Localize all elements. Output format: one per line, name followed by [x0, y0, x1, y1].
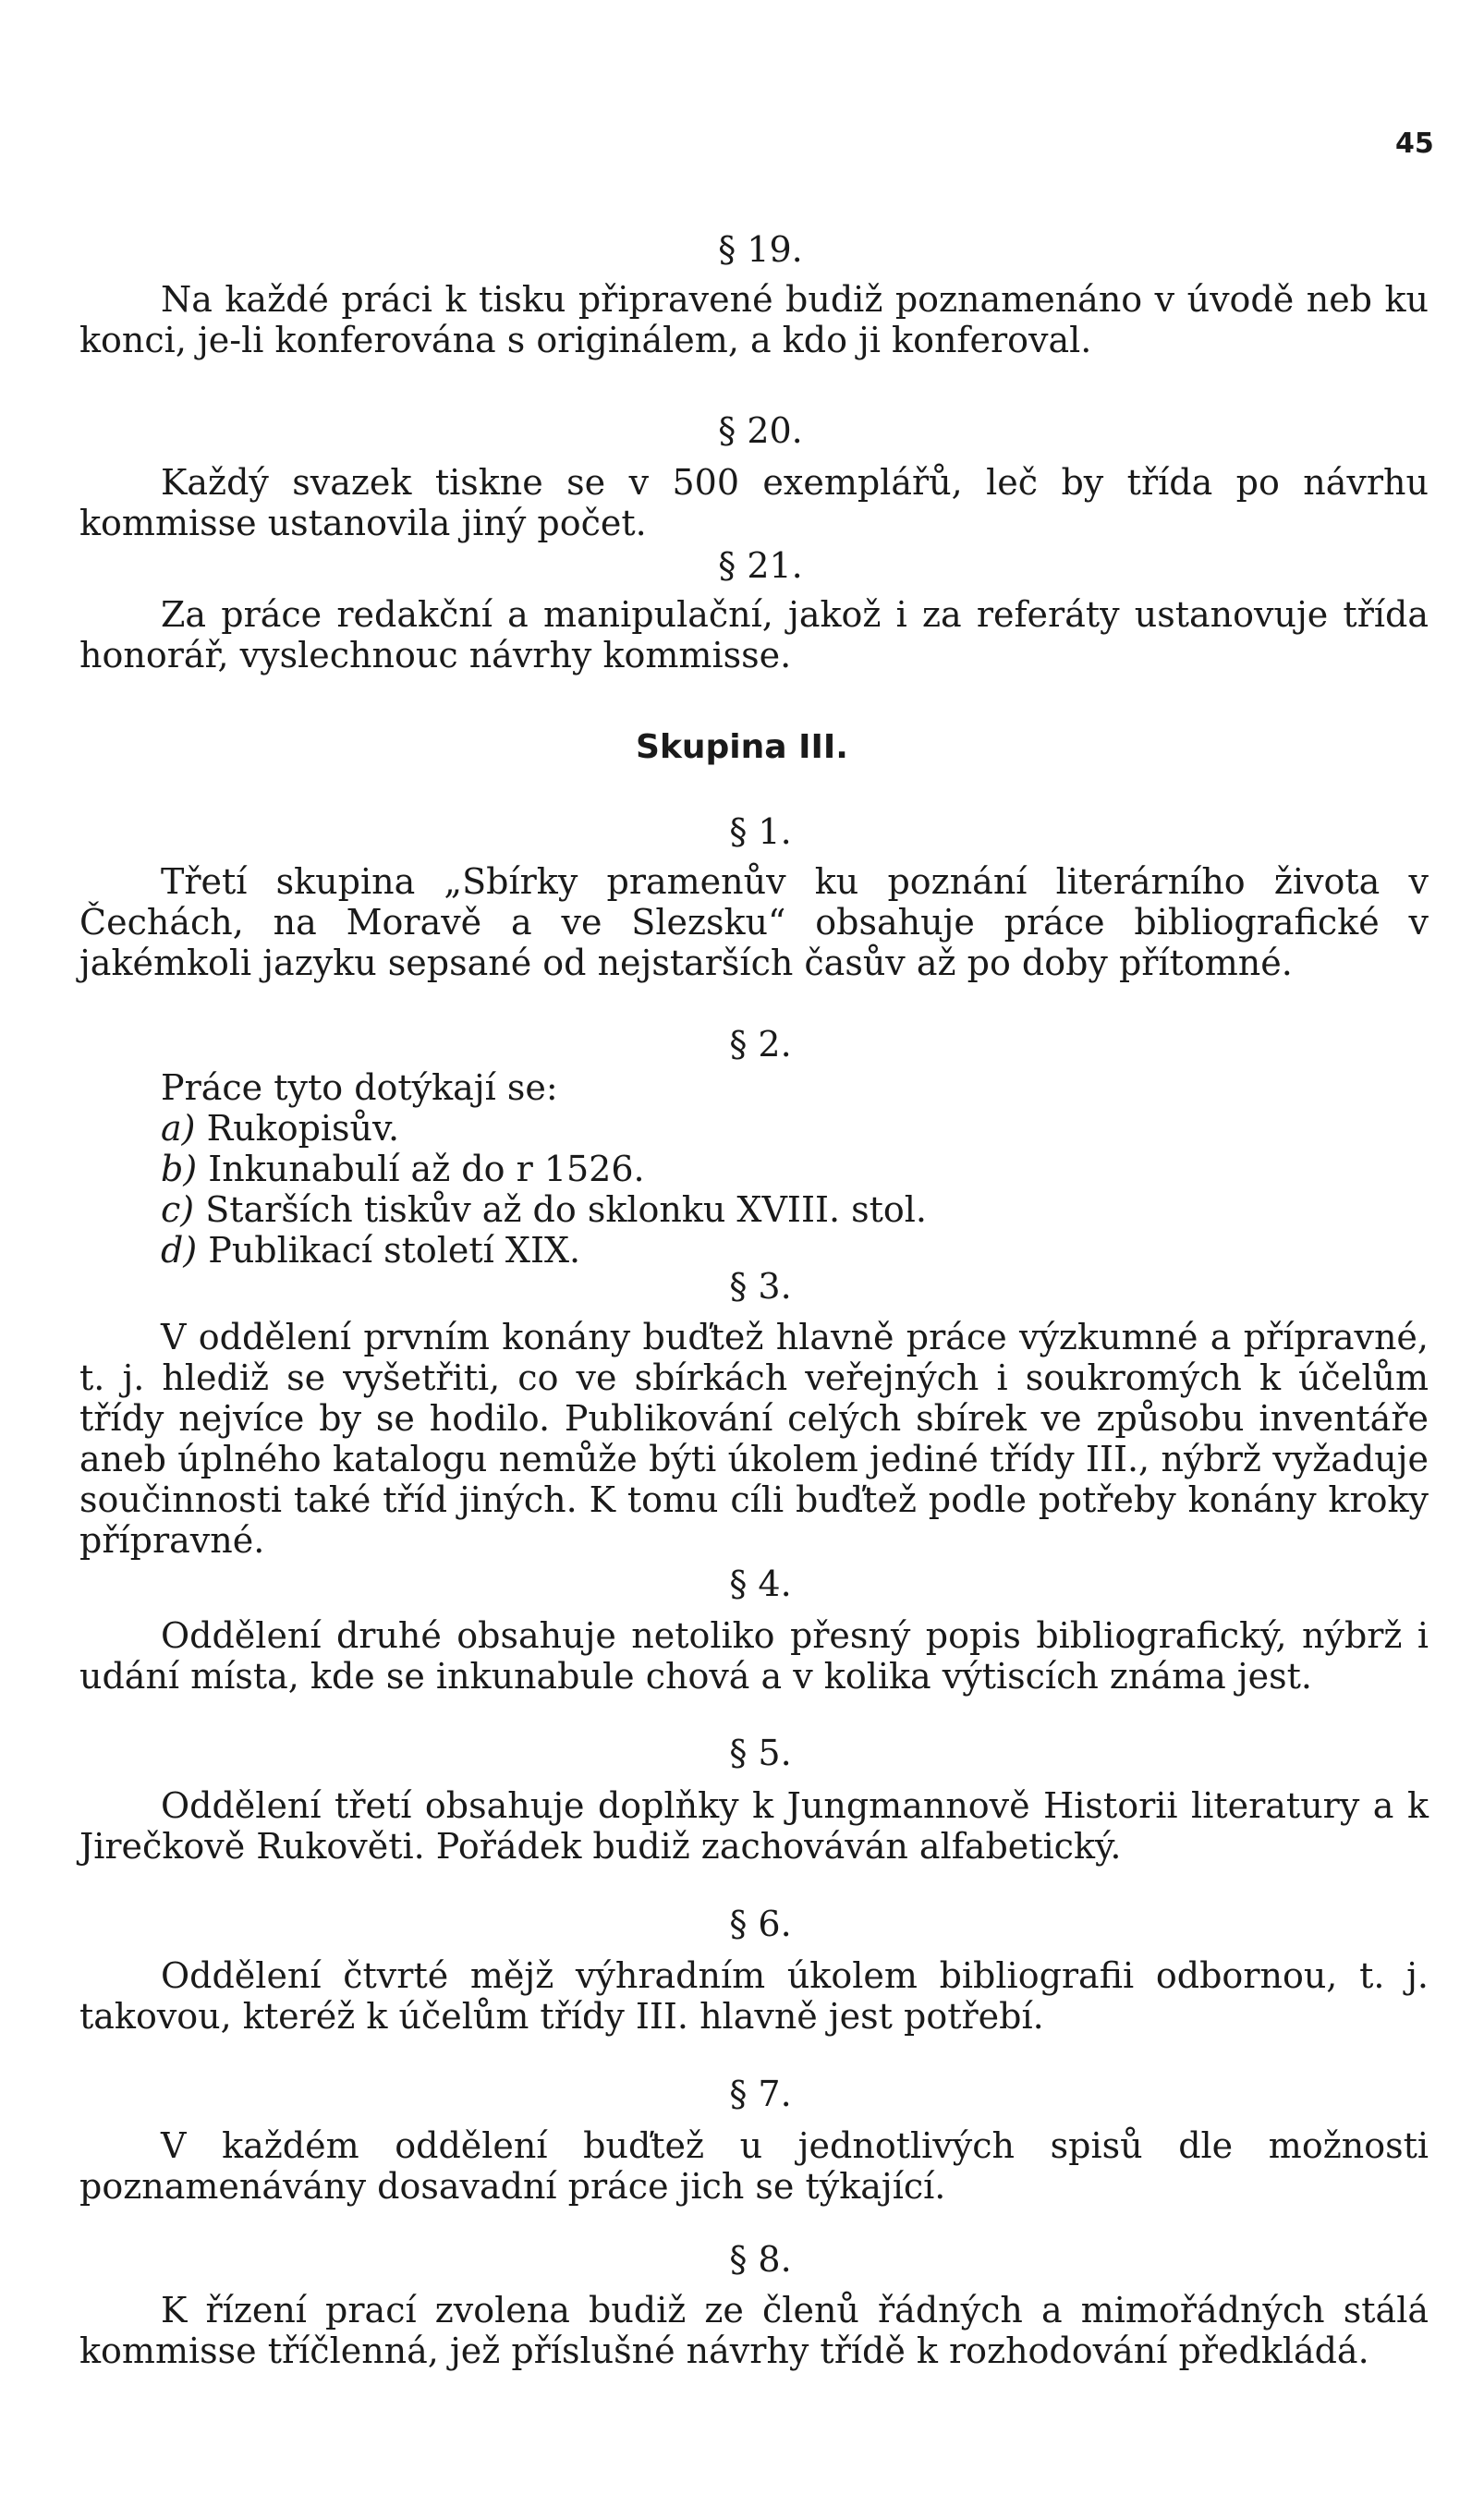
item-letter: c) [161, 1189, 195, 1230]
group-section-5-text: Oddělení třetí obsahuje doplňky k Jungmannově Historii literatury a k Jirečkově Rukověti. Pořádek budiž zachováván alfabetický. [79, 1785, 1429, 1867]
section-19-mark: § 19. [718, 229, 803, 270]
section-2-list [161, 1067, 927, 1271]
section-20-text: Každý svazek tiskne se v 500 exemplářů, leč by třída po návrhu kommisse ustanovila jiný počet. [79, 462, 1429, 543]
group-section-1-text: Třetí skupina „Sbírky pramenův ku poznání literárního života v Čechách, na Moravě a ve Slezsku“ obsahuje práce bibliografické v jakémkoli jazyku sepsané od nejstarších časův až po doby přítomné. [79, 861, 1429, 983]
item-letter: a) [161, 1108, 196, 1149]
group-section-6-text: Oddělení čtvrté mějž výhradním úkolem bibliografii odbornou, t. j. takovou, kteréž k účelům třídy III. hlavně jest potřebí. [79, 1955, 1429, 2037]
item-text: Starších tiskův až do sklonku XVIII. stol. [205, 1189, 928, 1230]
group-section-8-text: K řízení prací zvolena budiž ze členů řádných a mimořádných stálá kommisse tříčlenná, jež příslušné návrhy třídě k rozhodování předkládá. [79, 2290, 1429, 2371]
group-section-7-mark: § 7. [729, 2074, 792, 2114]
group-section-3-text: V oddělení prvním konány buďtež hlavně práce výzkumné a přípravné, t. j. hlediž se vyšetřiti, co ve sbírkách veřejných i soukromých k účelům třídy nejvíce by se hodilo. Publikování celých sbírek ve způsobu inventáře aneb úplného katalogu nemůže býti úkolem jediné třídy III., nýbrž vyžaduje součinnosti také tříd jiných. K tomu cíli buďtež podle potřeby konány kroky přípravné. [79, 1317, 1429, 1561]
item-text: Publikací století XIX. [208, 1230, 581, 1271]
section-21-text: Za práce redakční a manipulační, jakož i za referáty ustanovuje třída honorář, vyslechnouc návrhy kommisse. [79, 594, 1429, 675]
section-21-mark: § 21. [718, 545, 803, 586]
item-text: Inkunabulí až do r 1526. [208, 1149, 645, 1189]
group-section-8-mark: § 8. [729, 2239, 792, 2280]
group-section-3-mark: § 3. [729, 1266, 792, 1307]
group-section-2-mark: § 2. [729, 1024, 792, 1065]
section-19-text: Na každé práci k tisku připravené budiž poznamenáno v úvodě neb ku konci, je-li konferována s originálem, a kdo ji konferoval. [79, 279, 1429, 360]
list-item [161, 1230, 927, 1271]
item-letter: b) [161, 1149, 198, 1189]
group-section-4-mark: § 4. [729, 1564, 792, 1604]
list-item [161, 1149, 927, 1189]
list-item [161, 1189, 927, 1230]
list-item [161, 1108, 927, 1149]
group-section-7-text: V každém oddělení buďtež u jednotlivých spisů dle možnosti poznamenávány dosavadní práce jich se týkající. [79, 2125, 1429, 2207]
group-section-5-mark: § 5. [729, 1733, 792, 1773]
item-text: Rukopisův. [206, 1108, 400, 1149]
item-letter: d) [161, 1230, 198, 1271]
group-heading: Skupina III. [636, 728, 848, 766]
group-section-6-mark: § 6. [729, 1904, 792, 1944]
list-intro: Práce tyto dotýkají se: [161, 1067, 558, 1108]
page-number: 45 [1395, 128, 1434, 160]
group-section-4-text: Oddělení druhé obsahuje netoliko přesný popis bibliografický, nýbrž i udání místa, kde se inkunabule chová a v kolika výtiscích známa jest. [79, 1615, 1429, 1697]
group-section-1-mark: § 1. [729, 811, 792, 852]
section-20-mark: § 20. [718, 410, 803, 451]
